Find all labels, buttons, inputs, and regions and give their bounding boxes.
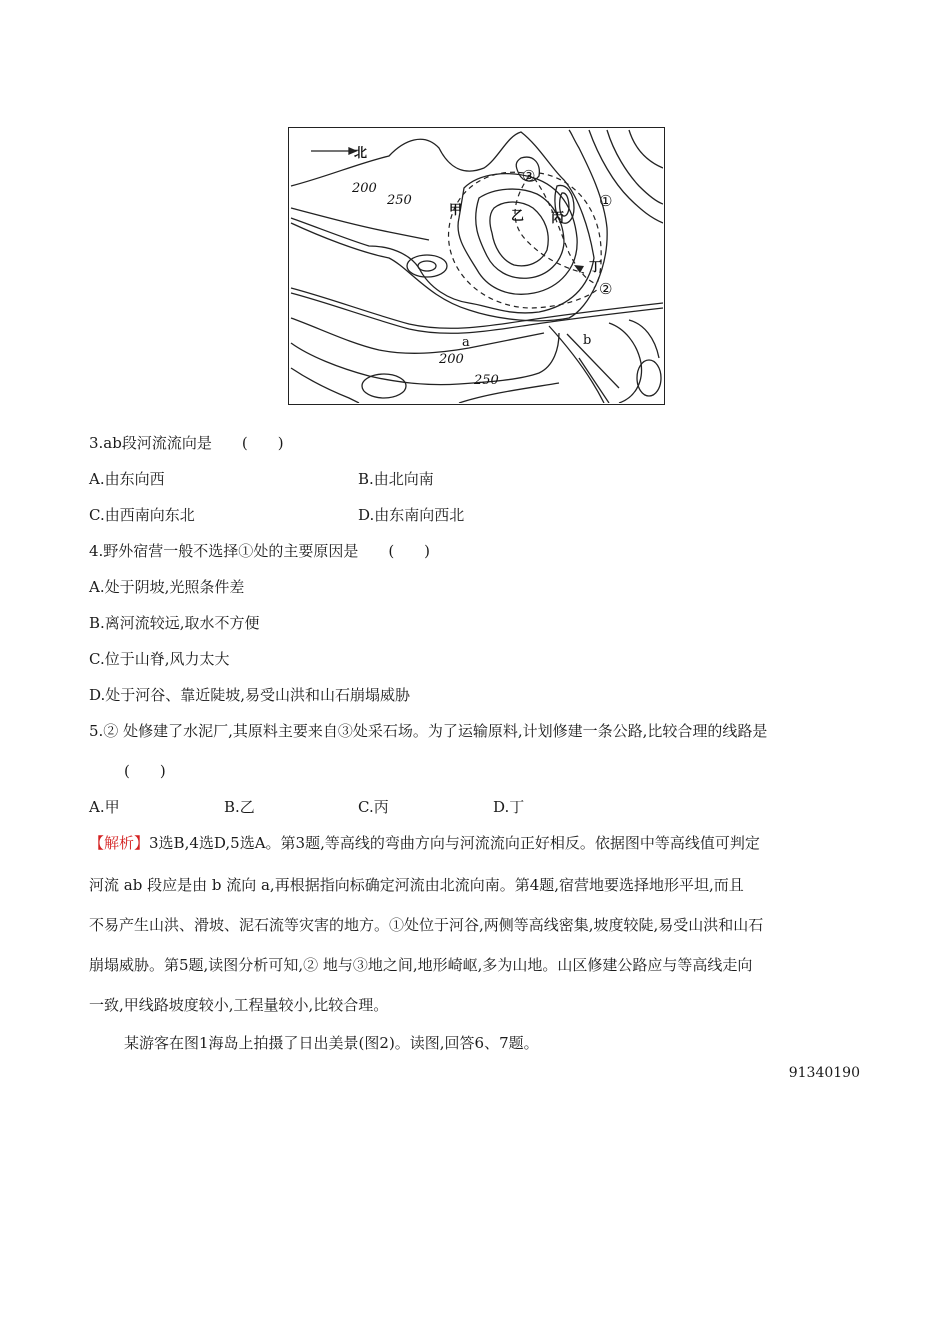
question-5-option-c: C.丙 bbox=[358, 798, 389, 816]
contour-label-200-bottom: 200 bbox=[439, 352, 464, 367]
place-label-ding: 丁 bbox=[589, 260, 603, 275]
question-3-option-d: D.由东南向西北 bbox=[358, 506, 465, 524]
place-label-bing: 丙 bbox=[551, 211, 565, 226]
analysis-line-5: 一致,甲线路坡度较小,工程量较小,比较合理。 bbox=[89, 996, 389, 1014]
question-4-option-a: A.处于阴坡,光照条件差 bbox=[89, 578, 245, 596]
question-3-option-c: C.由西南向东北 bbox=[89, 506, 195, 524]
question-4-option-b: B.离河流较远,取水不方便 bbox=[89, 614, 260, 632]
point-label-1: ① bbox=[599, 192, 613, 210]
analysis-line-1 bbox=[89, 833, 864, 853]
contour-map-svg bbox=[289, 128, 663, 403]
question-3-option-b: B.由北向南 bbox=[358, 470, 434, 488]
analysis-text-1: 3选B,4选D,5选A。第3题,等高线的弯曲方向与河流流向正好相反。依据图中等高线值可判定 bbox=[149, 834, 760, 852]
question-4-option-c: C.位于山脊,风力太大 bbox=[89, 650, 230, 668]
contour-label-200-top: 200 bbox=[352, 181, 377, 196]
point-label-2: ② bbox=[599, 280, 613, 298]
question-4-option-d: D.处于河谷、靠近陡坡,易受山洪和山石崩塌威胁 bbox=[89, 686, 411, 704]
river-label-a: a bbox=[462, 335, 470, 350]
question-4-stem: 4.野外宿营一般不选择①处的主要原因是 ( ) bbox=[89, 542, 431, 560]
question-5-option-b: B.乙 bbox=[224, 798, 255, 816]
question-5-option-d: D.丁 bbox=[493, 798, 525, 816]
analysis-line-3: 不易产生山洪、滑坡、泥石流等灾害的地方。①处位于河谷,两侧等高线密集,坡度较陡,易受山洪和山石 bbox=[89, 916, 764, 934]
place-label-yi: 乙 bbox=[511, 209, 525, 224]
question-5-stem-cont: ( ) bbox=[124, 762, 166, 780]
route-jia bbox=[449, 172, 599, 308]
question-5-stem: 5.② 处修建了水泥厂,其原料主要来自③处采石场。为了运输原料,计划修建一条公路,比较合理的线路是 bbox=[89, 722, 768, 740]
question-5-option-a: A.甲 bbox=[89, 798, 120, 816]
route-arrow bbox=[574, 265, 584, 273]
intro-text: 某游客在图1海岛上拍摄了日出美景(图2)。读图,回答6、7题。 bbox=[124, 1034, 539, 1052]
question-3-stem: 3.ab段河流流向是 ( ) bbox=[89, 434, 284, 452]
analysis-line-4: 崩塌威胁。第5题,读图分析可知,② 地与③地之间,地形崎岖,多为山地。山区修建公路应与等高线走向 bbox=[89, 956, 753, 974]
contour-label-250-bottom: 250 bbox=[474, 373, 499, 388]
contour-label-250-top: 250 bbox=[387, 193, 412, 208]
point-label-3: ③ bbox=[522, 167, 536, 185]
analysis-line-2: 河流 ab 段应是由 b 流向 a,再根据指向标确定河流由北流向南。第4题,宿营地要选择地形平坦,而且 bbox=[89, 876, 744, 894]
question-3-option-a: A.由东向西 bbox=[89, 470, 165, 488]
north-label: 北 bbox=[354, 146, 368, 161]
analysis-tag: 【解析】 bbox=[89, 834, 150, 852]
contour-map bbox=[288, 127, 665, 405]
river-label-b: b bbox=[583, 333, 592, 348]
place-label-jia: 甲 bbox=[449, 203, 463, 218]
document-code: 91340190 bbox=[788, 1065, 860, 1081]
